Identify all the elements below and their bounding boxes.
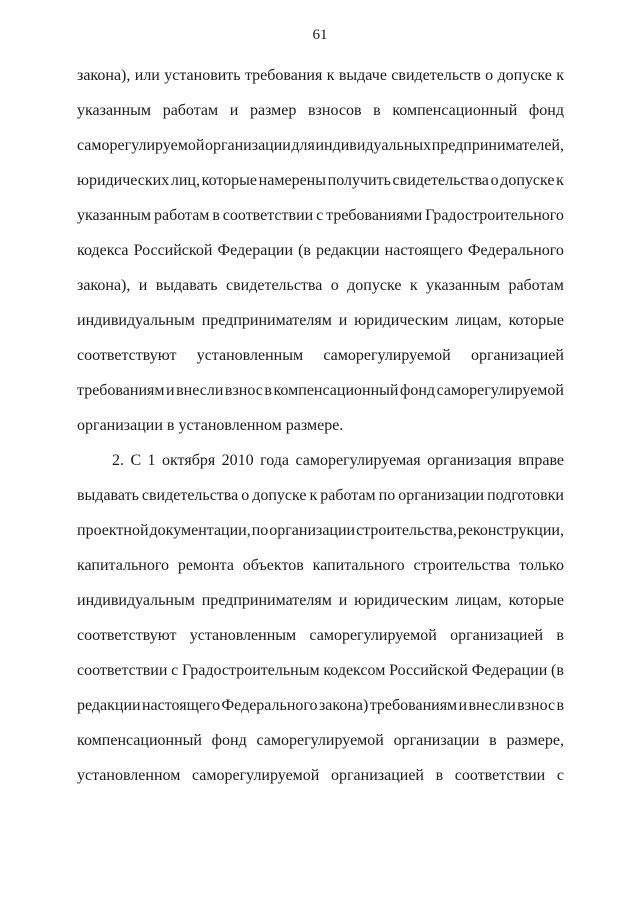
word: саморегулируемая xyxy=(295,452,421,469)
word: предпринимателям xyxy=(201,312,332,329)
word: размере, xyxy=(506,732,564,749)
word: свидетельства xyxy=(225,277,323,294)
word: допуске xyxy=(500,172,555,189)
word: редакции xyxy=(316,242,380,259)
word: установленным xyxy=(189,627,297,644)
word: компенсационный xyxy=(77,732,202,749)
word: юридических xyxy=(77,172,170,189)
word: и xyxy=(338,312,348,329)
text-line xyxy=(77,101,564,121)
word: выдаче xyxy=(338,67,387,84)
word: года xyxy=(260,452,290,469)
word: взнос xyxy=(224,382,263,399)
word: и xyxy=(138,277,148,294)
word: в xyxy=(373,102,381,119)
word: и xyxy=(229,102,239,119)
word: строительства xyxy=(413,557,511,574)
word: в xyxy=(556,697,564,714)
word: Российской xyxy=(389,662,468,679)
word: соответствии xyxy=(454,767,546,784)
word: по xyxy=(378,487,396,504)
word: требования xyxy=(244,67,323,84)
word: организация xyxy=(427,452,512,469)
word: организации xyxy=(398,487,485,504)
text-line xyxy=(77,66,564,86)
text-line xyxy=(77,661,564,681)
word: закона), xyxy=(77,277,131,294)
word: размер xyxy=(249,102,297,119)
word: внесли xyxy=(176,382,224,399)
text-line xyxy=(77,731,564,751)
word: октября xyxy=(161,452,216,469)
word: (в xyxy=(298,242,311,259)
word: капитального xyxy=(77,557,169,574)
word: выдавать xyxy=(77,487,139,504)
word: внесли xyxy=(468,697,516,714)
text-line xyxy=(77,591,564,611)
word: лицам, xyxy=(455,312,502,329)
word: получить xyxy=(327,172,391,189)
word: 2. xyxy=(112,452,124,469)
word: работам xyxy=(320,487,376,504)
word: указанным xyxy=(77,207,152,224)
word: саморегулируемой xyxy=(77,137,205,154)
word: Федерации xyxy=(217,242,294,259)
word: свидетельства xyxy=(392,172,489,189)
word: с xyxy=(171,662,179,679)
word: допуске xyxy=(347,277,402,294)
word: с xyxy=(556,767,564,784)
text-line xyxy=(77,311,564,331)
text-line xyxy=(77,346,564,366)
word: саморегулируемой xyxy=(323,347,451,364)
word: выдавать xyxy=(155,277,218,294)
text-line xyxy=(77,556,564,576)
word: установленном xyxy=(77,767,181,784)
text-line xyxy=(77,521,564,541)
word: к xyxy=(556,172,564,189)
word: для xyxy=(291,137,315,154)
word: закона) xyxy=(318,697,369,714)
word: Градостроительным xyxy=(182,662,320,679)
word: строительства, xyxy=(356,522,457,539)
word: свидетельства xyxy=(141,487,239,504)
word: саморегулируемой xyxy=(309,627,437,644)
word: или xyxy=(134,67,160,84)
word: индивидуальных xyxy=(315,137,432,154)
word: капитального xyxy=(312,557,405,574)
text-line xyxy=(77,626,564,646)
text-line xyxy=(77,136,564,156)
word: индивидуальным xyxy=(77,312,195,329)
word: закона), xyxy=(77,67,131,84)
word: работам xyxy=(153,207,210,224)
word: по xyxy=(251,522,269,539)
word: ремонта xyxy=(177,557,234,574)
word: работам xyxy=(162,102,219,119)
word: организации xyxy=(393,732,480,749)
word: документации, xyxy=(149,522,251,539)
text-line xyxy=(77,241,564,261)
text-line xyxy=(112,451,564,471)
word: индивидуальным xyxy=(77,592,195,609)
word: предпринимателям xyxy=(201,592,332,609)
word: настоящего xyxy=(141,697,221,714)
word: к xyxy=(309,487,318,504)
word: подготовки xyxy=(487,487,564,504)
word: кодекса xyxy=(77,242,129,259)
word: взнос xyxy=(517,697,556,714)
word: фонд xyxy=(399,382,436,399)
word: организацией xyxy=(470,347,564,364)
word: намерены xyxy=(258,172,326,189)
word: работам xyxy=(508,277,564,294)
word: Федерального xyxy=(221,697,318,714)
word: организацией xyxy=(450,627,544,644)
word: требованиям xyxy=(369,697,458,714)
word: в xyxy=(264,382,272,399)
word: организацией xyxy=(330,767,424,784)
word: о xyxy=(330,277,339,294)
word: в xyxy=(556,627,564,644)
word: указанным xyxy=(77,102,152,119)
page-number: 61 xyxy=(312,27,328,43)
word: требованиями xyxy=(326,207,423,224)
word: (в xyxy=(551,662,564,679)
word: которые xyxy=(508,592,564,609)
word: предпринимателей, xyxy=(431,137,564,154)
word: которые xyxy=(201,172,258,189)
word: только xyxy=(519,557,564,574)
word: проектной xyxy=(77,522,149,539)
word: свидетельств xyxy=(391,67,481,84)
word: и xyxy=(338,592,348,609)
word: о xyxy=(490,172,499,189)
word: компенсационный xyxy=(392,102,518,119)
word: в xyxy=(435,767,444,784)
text-line xyxy=(77,276,564,296)
word: саморегулируемой xyxy=(256,732,384,749)
word: установить xyxy=(164,67,241,84)
word: соответствии xyxy=(77,662,168,679)
text-line: организации в установленном размере. xyxy=(77,417,344,434)
word: к xyxy=(409,277,418,294)
word: соответствии xyxy=(222,207,314,224)
word: требованиям xyxy=(77,382,165,399)
word: о xyxy=(485,67,494,84)
word: о xyxy=(241,487,250,504)
word: в xyxy=(212,207,220,224)
word: компенсационный xyxy=(273,382,399,399)
word: объектов xyxy=(242,557,304,574)
word: к xyxy=(326,67,335,84)
word: с xyxy=(316,207,324,224)
word: организации xyxy=(204,137,291,154)
text-line xyxy=(77,486,564,506)
word: и xyxy=(166,382,175,399)
word: лиц, xyxy=(170,172,200,189)
word: которые xyxy=(508,312,564,329)
word: фонд xyxy=(528,102,564,119)
word: саморегулируемой xyxy=(191,767,320,784)
word: организации xyxy=(269,522,356,539)
word: взносов xyxy=(308,102,362,119)
word: редакции xyxy=(77,697,141,714)
word: Градостроительного xyxy=(425,207,564,224)
text-line xyxy=(77,171,564,191)
word: кодексом xyxy=(323,662,386,679)
text-line xyxy=(77,696,564,716)
word: соответствуют xyxy=(77,347,177,364)
word: юридическим xyxy=(354,312,449,329)
text-line xyxy=(77,206,564,226)
word: к xyxy=(556,67,564,84)
word: Федерального xyxy=(467,242,564,259)
word: установленным xyxy=(196,347,304,364)
word: юридическим xyxy=(354,592,449,609)
word: С xyxy=(130,452,142,469)
word: реконструкции, xyxy=(457,522,564,539)
word: 2010 xyxy=(221,452,254,469)
text-line xyxy=(77,381,564,401)
word: Российской xyxy=(133,242,213,259)
word: допуске xyxy=(252,487,307,504)
word: фонд xyxy=(211,732,247,749)
text-line xyxy=(77,766,564,786)
word: Федерации xyxy=(471,662,548,679)
word: настоящего xyxy=(384,242,463,259)
word: соответствуют xyxy=(77,627,177,644)
word: и xyxy=(458,697,468,714)
word: в xyxy=(489,732,497,749)
word: вправе xyxy=(518,452,564,469)
word: 1 xyxy=(147,452,156,469)
word: указанным xyxy=(425,277,501,294)
word: лицам, xyxy=(455,592,502,609)
word: допуске xyxy=(497,67,552,84)
word: саморегулируемой xyxy=(436,382,564,399)
